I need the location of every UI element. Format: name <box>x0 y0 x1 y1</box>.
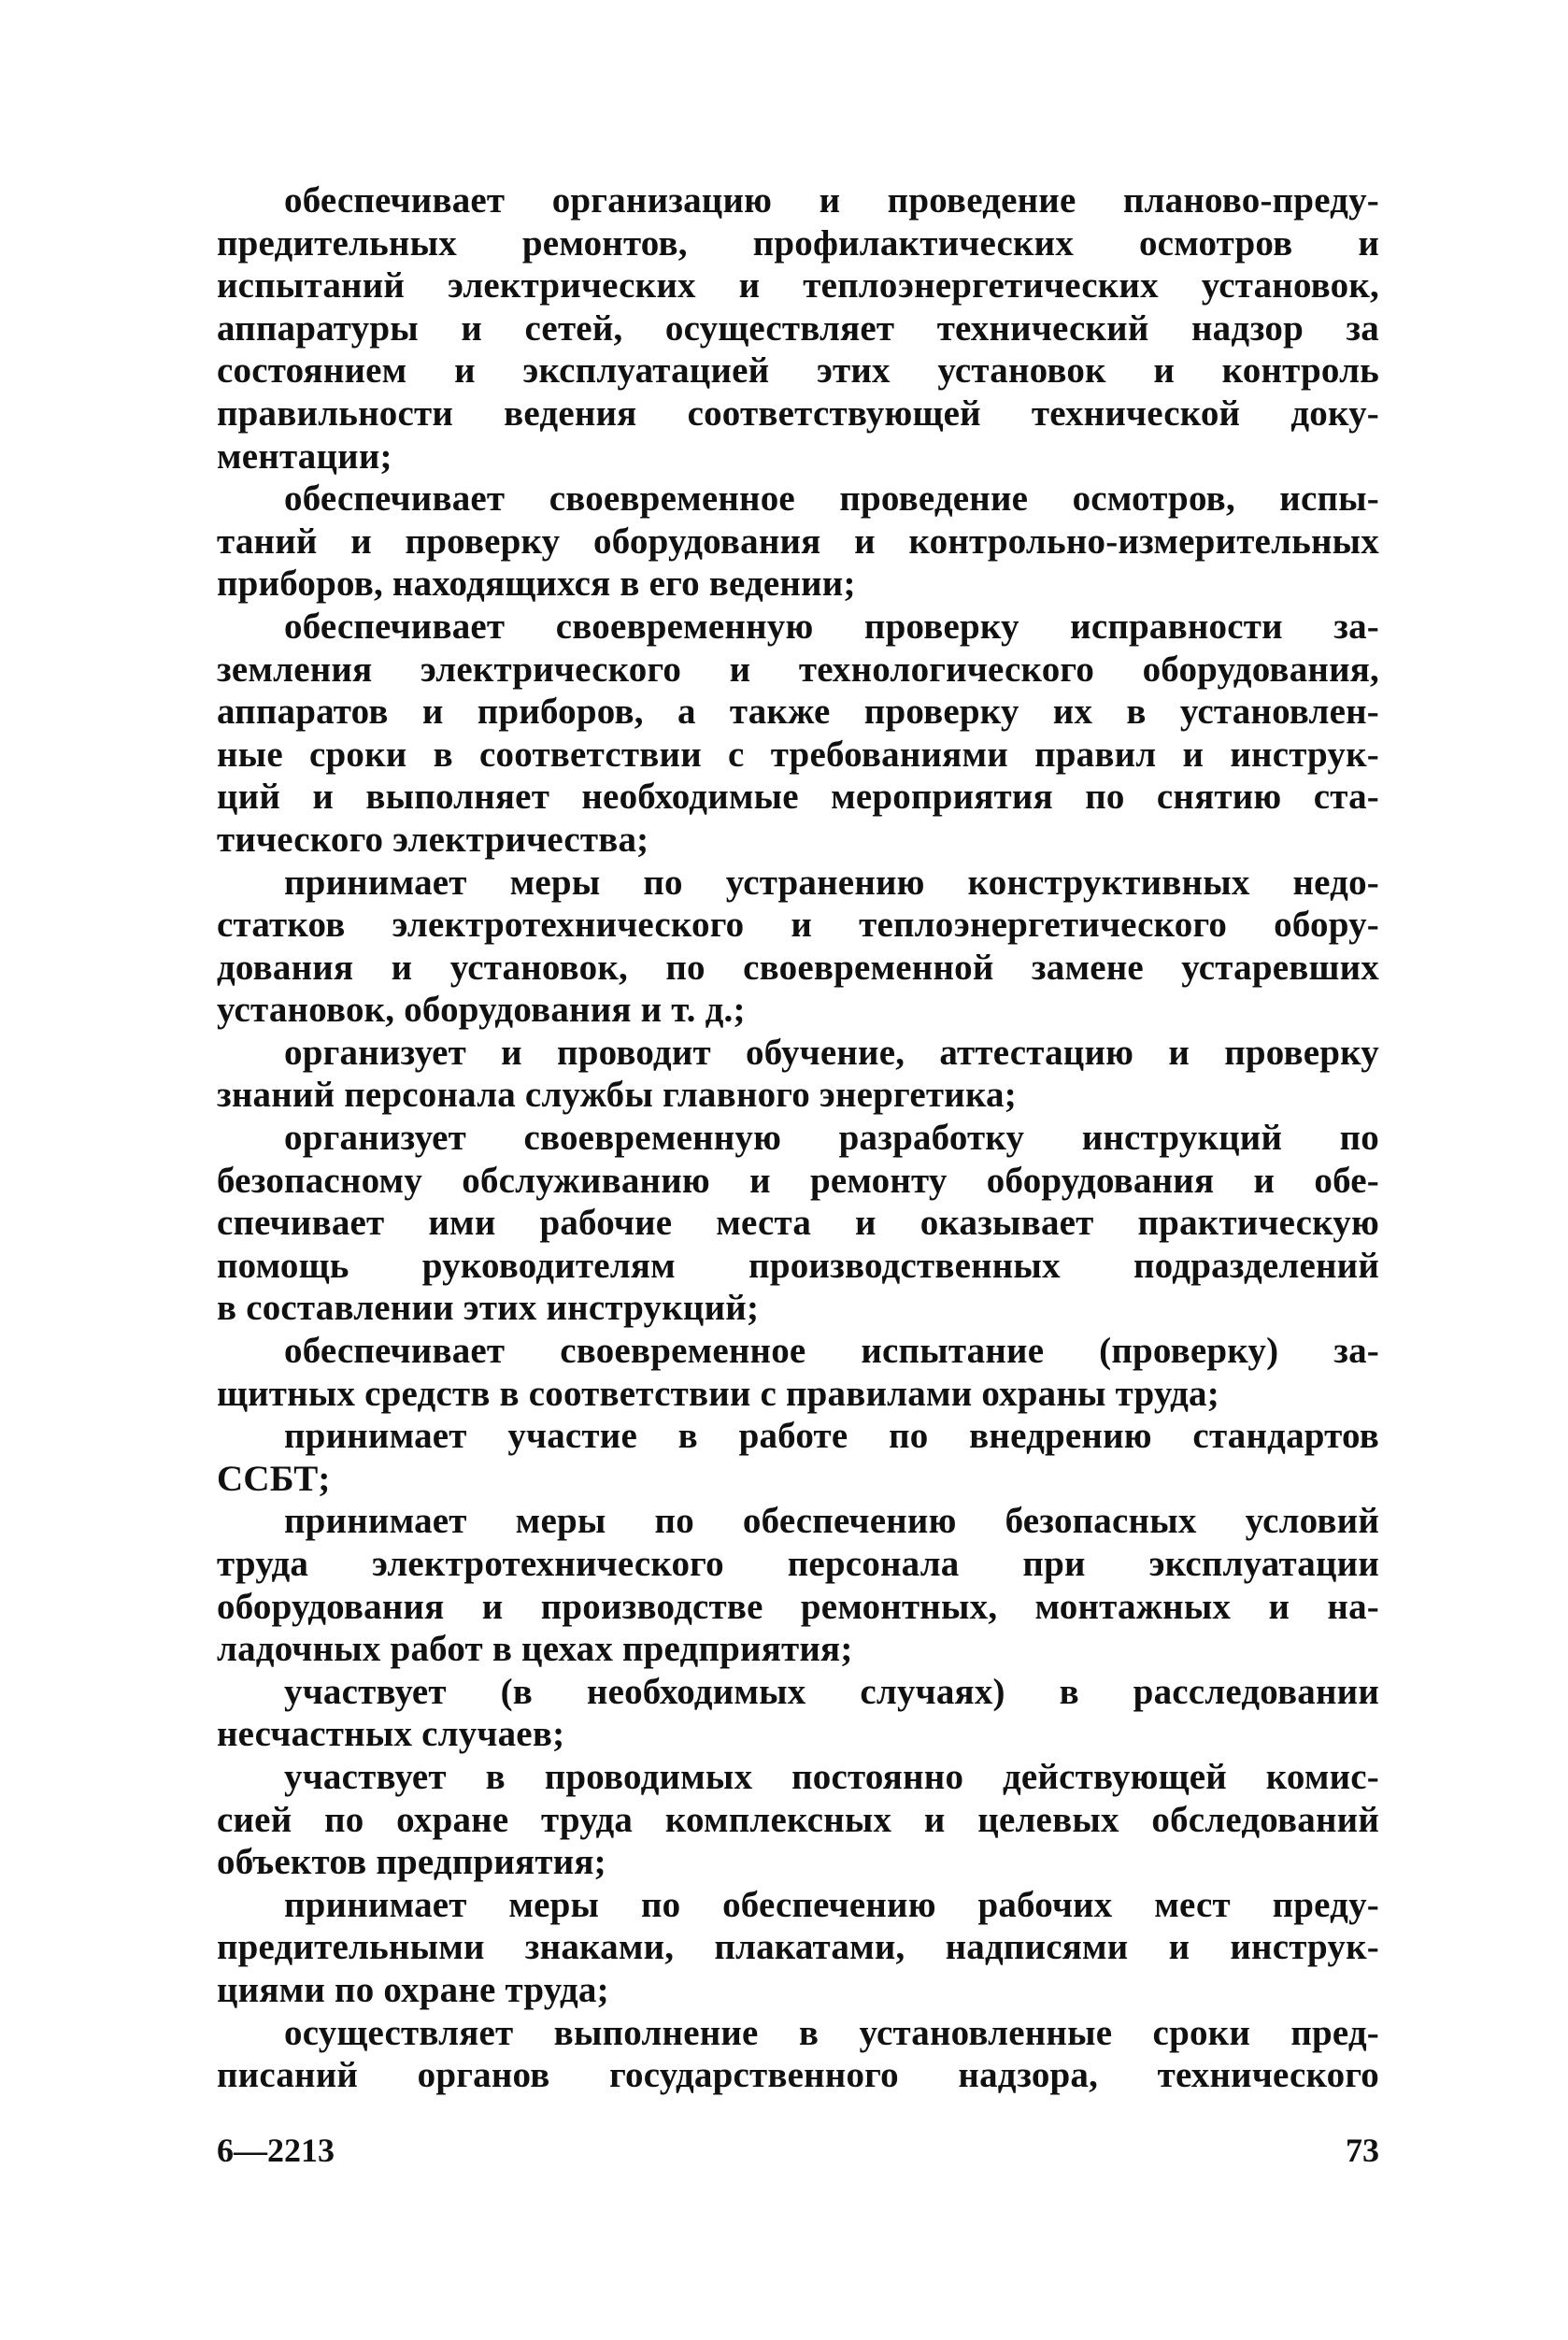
text-line: спечивает ими рабочие места и оказывает практическую <box>217 1203 1379 1244</box>
page-footer <box>217 2131 1379 2170</box>
text-line: обеспечивает своевременную проверку исправности за- <box>284 606 1379 647</box>
text-line: предительными знаками, плакатами, надписями и инструк- <box>217 1927 1379 1968</box>
text-line: объектов предприятия; <box>217 1842 606 1883</box>
text-line: дования и установок, по своевременной замене устаревших <box>217 947 1379 988</box>
paragraph <box>217 1756 1379 1884</box>
body-text <box>217 179 1379 2097</box>
text-line: предительных ремонтов, профилактических осмотров и <box>217 222 1379 264</box>
text-line: безопасному обслуживанию и ремонту оборудования и обе- <box>217 1160 1379 1201</box>
paragraph <box>217 1415 1379 1500</box>
text-line: принимает меры по обеспечению безопасных условий <box>284 1501 1379 1542</box>
text-line: ций и выполняет необходимые мероприятия по снятию ста- <box>217 777 1379 818</box>
text-line: оборудования и производстве ремонтных, монтажных и на- <box>217 1586 1379 1627</box>
text-line: сией по охране труда комплексных и целевых обследований <box>217 1799 1379 1840</box>
paragraph <box>217 862 1379 1032</box>
text-line: приборов, находящихся в его ведении; <box>217 564 856 605</box>
text-line: ные сроки в соответствии с требованиями правил и инструк- <box>217 734 1379 775</box>
text-line: испытаний электрических и теплоэнергетических установок, <box>217 265 1379 307</box>
page-number: 73 <box>1346 2132 1379 2169</box>
text-line: принимает участие в работе по внедрению стандартов <box>284 1416 1379 1457</box>
paragraph <box>217 478 1379 606</box>
text-line: аппаратуры и сетей, осуществляет технический надзор за <box>217 307 1379 349</box>
paragraph <box>217 1117 1379 1330</box>
text-line: помощь руководителям производственных подразделений <box>217 1245 1379 1286</box>
text-line: ментации; <box>217 435 392 477</box>
text-line: принимает меры по обеспечению рабочих мест преду- <box>284 1884 1379 1925</box>
text-line: организует своевременную разработку инструкций по <box>284 1118 1379 1159</box>
text-line: статков электротехнического и теплоэнергетического обору- <box>217 905 1379 946</box>
text-line: ССБТ; <box>217 1458 331 1499</box>
text-line: несчастных случаев; <box>217 1714 565 1755</box>
text-line: тического электричества; <box>217 819 649 860</box>
paragraph <box>217 2012 1379 2097</box>
text-line: обеспечивает своевременное испытание (проверку) за- <box>284 1331 1379 1372</box>
text-line: аппаратов и приборов, а также проверку их в установлен- <box>217 692 1379 733</box>
text-line: принимает меры по устранению конструктивных недо- <box>284 862 1379 903</box>
text-line: правильности ведения соответствующей технической доку- <box>217 392 1379 434</box>
text-line: таний и проверку оборудования и контрольно-измерительных <box>217 521 1379 562</box>
text-line: обеспечивает организацию и проведение планово-преду- <box>284 180 1379 221</box>
text-line: труда электротехнического персонала при эксплуатации <box>217 1544 1379 1584</box>
paragraph <box>217 1032 1379 1117</box>
paragraph <box>217 1671 1379 1756</box>
paragraph <box>217 1884 1379 2012</box>
text-line: обеспечивает своевременное проведение осмотров, испы- <box>284 478 1379 520</box>
text-line: земления электрического и технологического оборудования, <box>217 649 1379 690</box>
text-line: состоянием и эксплуатацией этих установок и контроль <box>217 350 1379 392</box>
text-line: установок, оборудования и т. д.; <box>217 990 746 1031</box>
text-line: знаний персонала службы главного энергетика; <box>217 1075 1017 1116</box>
text-line: щитных средств в соответствии с правилами охраны труда; <box>217 1373 1219 1414</box>
paragraph <box>217 606 1379 862</box>
paragraph <box>217 179 1379 478</box>
text-line: ладочных работ в цехах предприятия; <box>217 1629 853 1670</box>
text-line: писаний органов государственного надзора, технического <box>217 2055 1379 2096</box>
text-line: в составлении этих инструкций; <box>217 1288 760 1329</box>
text-line: участвует в проводимых постоянно действующей комис- <box>284 1756 1379 1797</box>
paragraph <box>217 1500 1379 1670</box>
text-line: участвует (в необходимых случаях) в расследовании <box>284 1671 1379 1712</box>
text-line: осуществляет выполнение в установленные сроки пред- <box>284 2012 1379 2053</box>
text-line: циями по охране труда; <box>217 1969 609 2010</box>
text-line: организует и проводит обучение, аттестацию и проверку <box>284 1032 1379 1073</box>
printer-signature: 6—2213 <box>217 2132 335 2169</box>
paragraph <box>217 1330 1379 1415</box>
